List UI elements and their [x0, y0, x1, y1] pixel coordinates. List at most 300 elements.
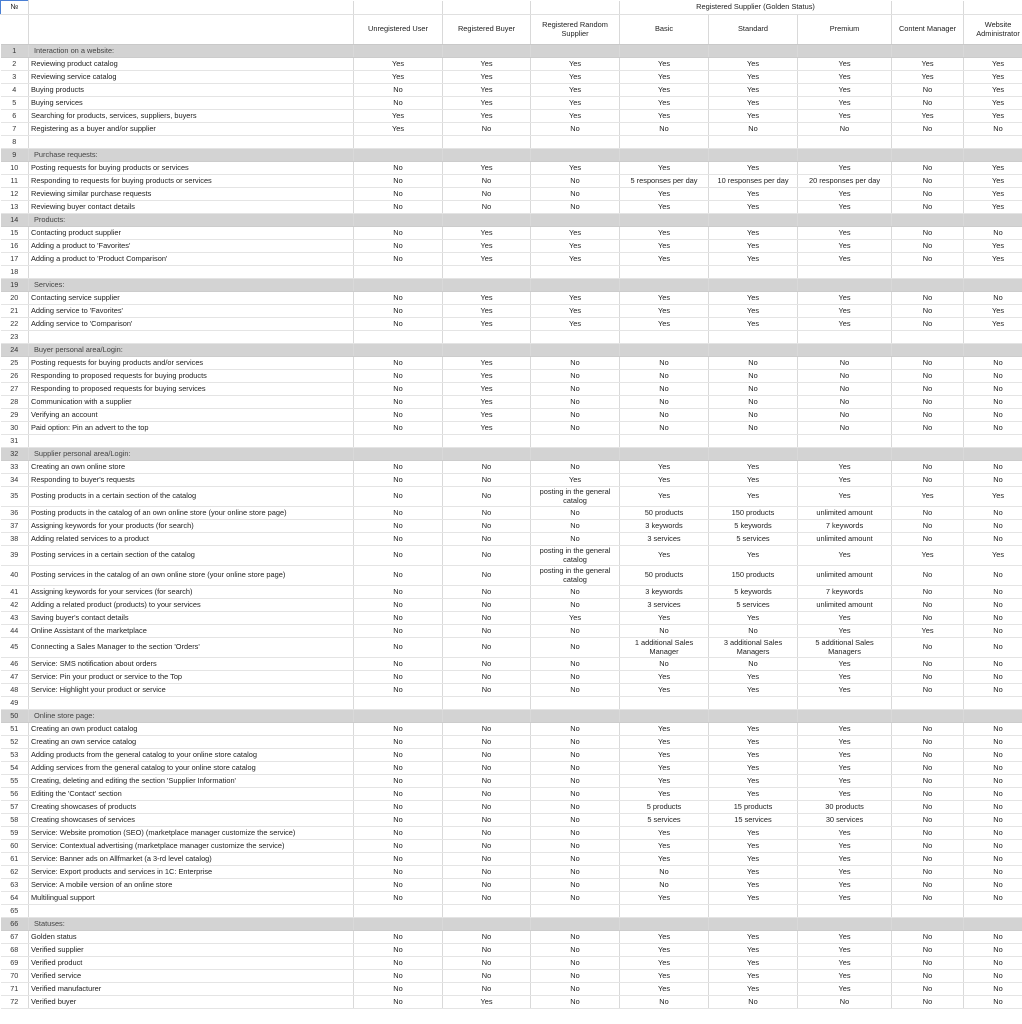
- cell-premium[interactable]: Yes: [798, 892, 892, 905]
- cell-registered-buyer[interactable]: No: [443, 879, 531, 892]
- row-number-cell[interactable]: 49: [1, 697, 29, 710]
- task-label-cell[interactable]: Verifying an account: [29, 409, 354, 422]
- cell-website-administrator[interactable]: No: [964, 814, 1022, 827]
- cell-premium[interactable]: Yes: [798, 97, 892, 110]
- cell-standard[interactable]: Yes: [709, 305, 798, 318]
- cell-unregistered-user[interactable]: No: [354, 566, 443, 586]
- cell-website-administrator[interactable]: No: [964, 422, 1022, 435]
- cell-premium[interactable]: unlimited amount: [798, 566, 892, 586]
- cell-website-administrator[interactable]: No: [964, 357, 1022, 370]
- cell-registered-buyer[interactable]: No: [443, 507, 531, 520]
- cell-basic[interactable]: [620, 697, 709, 710]
- cell-registered-random-supplier[interactable]: No: [531, 996, 620, 1009]
- cell-content-manager[interactable]: [892, 279, 964, 292]
- cell-registered-random-supplier[interactable]: Yes: [531, 292, 620, 305]
- cell-registered-buyer[interactable]: Yes: [443, 409, 531, 422]
- task-label-cell[interactable]: Posting requests for buying products and/or services: [29, 357, 354, 370]
- cell-unregistered-user[interactable]: No: [354, 520, 443, 533]
- cell-standard[interactable]: No: [709, 996, 798, 1009]
- cell-content-manager[interactable]: [892, 435, 964, 448]
- cell-content-manager[interactable]: No: [892, 801, 964, 814]
- task-label-cell[interactable]: Verified buyer: [29, 996, 354, 1009]
- cell-premium[interactable]: [798, 136, 892, 149]
- cell-registered-random-supplier[interactable]: No: [531, 892, 620, 905]
- cell-unregistered-user[interactable]: No: [354, 957, 443, 970]
- row-number-cell[interactable]: 72: [1, 996, 29, 1009]
- cell-unregistered-user[interactable]: No: [354, 801, 443, 814]
- cell-premium[interactable]: Yes: [798, 240, 892, 253]
- cell-content-manager[interactable]: No: [892, 658, 964, 671]
- cell-registered-random-supplier[interactable]: [531, 344, 620, 357]
- task-label-cell[interactable]: Posting services in the catalog of an own online store (your online store page): [29, 566, 354, 586]
- header-cell-unregistered-user[interactable]: Unregistered User: [354, 15, 443, 45]
- cell-content-manager[interactable]: No: [892, 396, 964, 409]
- cell-registered-random-supplier[interactable]: Yes: [531, 97, 620, 110]
- cell-basic[interactable]: No: [620, 370, 709, 383]
- cell-unregistered-user[interactable]: No: [354, 671, 443, 684]
- row-number-cell[interactable]: 55: [1, 775, 29, 788]
- cell-content-manager[interactable]: [892, 214, 964, 227]
- cell-unregistered-user[interactable]: No: [354, 370, 443, 383]
- selection-fill-handle[interactable]: [27, 13, 29, 15]
- task-label-cell[interactable]: Service: Contextual advertising (marketplace manager customize the service): [29, 840, 354, 853]
- header-cell-standard[interactable]: Standard: [709, 15, 798, 45]
- task-label-cell[interactable]: [29, 435, 354, 448]
- cell-unregistered-user[interactable]: No: [354, 827, 443, 840]
- cell-basic[interactable]: Yes: [620, 58, 709, 71]
- cell-registered-buyer[interactable]: No: [443, 970, 531, 983]
- cell-basic[interactable]: Yes: [620, 827, 709, 840]
- cell-registered-buyer[interactable]: [443, 149, 531, 162]
- row-number-cell[interactable]: 10: [1, 162, 29, 175]
- row-number-cell[interactable]: 48: [1, 684, 29, 697]
- cell-premium[interactable]: Yes: [798, 944, 892, 957]
- cell-registered-random-supplier[interactable]: No: [531, 422, 620, 435]
- row-number-cell[interactable]: 24: [1, 344, 29, 357]
- cell-content-manager[interactable]: No: [892, 866, 964, 879]
- cell-registered-buyer[interactable]: No: [443, 658, 531, 671]
- cell-basic[interactable]: [620, 905, 709, 918]
- cell-standard[interactable]: Yes: [709, 944, 798, 957]
- cell-content-manager[interactable]: No: [892, 175, 964, 188]
- cell-content-manager[interactable]: No: [892, 409, 964, 422]
- cell-registered-buyer[interactable]: No: [443, 957, 531, 970]
- task-label-cell[interactable]: Responding to requests for buying products or services: [29, 175, 354, 188]
- cell-registered-random-supplier[interactable]: No: [531, 370, 620, 383]
- cell-basic[interactable]: Yes: [620, 671, 709, 684]
- cell-registered-random-supplier[interactable]: No: [531, 409, 620, 422]
- section-title-cell[interactable]: Interaction on a website:: [29, 45, 354, 58]
- header-cell-website-administrator[interactable]: Website Administrator: [964, 15, 1022, 45]
- cell-premium[interactable]: No: [798, 123, 892, 136]
- cell-unregistered-user[interactable]: No: [354, 814, 443, 827]
- row-number-cell[interactable]: 15: [1, 227, 29, 240]
- task-label-cell[interactable]: Reviewing service catalog: [29, 71, 354, 84]
- cell-content-manager[interactable]: No: [892, 123, 964, 136]
- cell-registered-buyer[interactable]: Yes: [443, 84, 531, 97]
- cell-website-administrator[interactable]: [964, 279, 1022, 292]
- cell-standard[interactable]: Yes: [709, 487, 798, 507]
- cell-unregistered-user[interactable]: [354, 214, 443, 227]
- cell-registered-buyer[interactable]: Yes: [443, 370, 531, 383]
- task-label-cell[interactable]: Creating, deleting and editing the section 'Supplier Information': [29, 775, 354, 788]
- cell-basic[interactable]: 1 additional Sales Manager: [620, 638, 709, 658]
- cell-content-manager[interactable]: No: [892, 957, 964, 970]
- cell-website-administrator[interactable]: No: [964, 566, 1022, 586]
- cell-registered-buyer[interactable]: No: [443, 566, 531, 586]
- cell-unregistered-user[interactable]: No: [354, 723, 443, 736]
- cell-premium[interactable]: Yes: [798, 487, 892, 507]
- cell-premium[interactable]: 30 products: [798, 801, 892, 814]
- cell-content-manager[interactable]: No: [892, 684, 964, 697]
- cell-standard[interactable]: Yes: [709, 736, 798, 749]
- cell-registered-buyer[interactable]: No: [443, 533, 531, 546]
- task-label-cell[interactable]: Service: Banner ads on Allfmarket (a 3-rd level catalog): [29, 853, 354, 866]
- cell-standard[interactable]: Yes: [709, 612, 798, 625]
- cell-basic[interactable]: Yes: [620, 253, 709, 266]
- task-label-cell[interactable]: Adding a related product (products) to your services: [29, 599, 354, 612]
- row-number-cell[interactable]: 8: [1, 136, 29, 149]
- cell-website-administrator[interactable]: No: [964, 671, 1022, 684]
- task-label-cell[interactable]: Adding service to 'Comparison': [29, 318, 354, 331]
- cell-basic[interactable]: Yes: [620, 749, 709, 762]
- cell-content-manager[interactable]: No: [892, 983, 964, 996]
- cell-basic[interactable]: [620, 344, 709, 357]
- task-label-cell[interactable]: [29, 266, 354, 279]
- row-number-cell[interactable]: 36: [1, 507, 29, 520]
- task-label-cell[interactable]: Saving buyer's contact details: [29, 612, 354, 625]
- cell-unregistered-user[interactable]: No: [354, 749, 443, 762]
- cell-website-administrator[interactable]: Yes: [964, 97, 1022, 110]
- cell-basic[interactable]: [620, 710, 709, 723]
- row-number-cell[interactable]: 54: [1, 762, 29, 775]
- cell-registered-random-supplier[interactable]: No: [531, 723, 620, 736]
- cell-registered-buyer[interactable]: [443, 905, 531, 918]
- cell-registered-random-supplier[interactable]: No: [531, 599, 620, 612]
- cell-unregistered-user[interactable]: No: [354, 188, 443, 201]
- cell-website-administrator[interactable]: No: [964, 957, 1022, 970]
- cell-website-administrator[interactable]: No: [964, 970, 1022, 983]
- cell-unregistered-user[interactable]: No: [354, 546, 443, 566]
- cell-registered-random-supplier[interactable]: [531, 279, 620, 292]
- row-number-cell[interactable]: 68: [1, 944, 29, 957]
- cell-website-administrator[interactable]: No: [964, 879, 1022, 892]
- cell-standard[interactable]: Yes: [709, 879, 798, 892]
- cell-unregistered-user[interactable]: No: [354, 762, 443, 775]
- cell-registered-buyer[interactable]: No: [443, 736, 531, 749]
- cell-unregistered-user[interactable]: [354, 918, 443, 931]
- cell-standard[interactable]: [709, 435, 798, 448]
- cell-website-administrator[interactable]: No: [964, 625, 1022, 638]
- cell-content-manager[interactable]: No: [892, 638, 964, 658]
- cell-website-administrator[interactable]: [964, 344, 1022, 357]
- cell-content-manager[interactable]: No: [892, 162, 964, 175]
- cell-registered-buyer[interactable]: No: [443, 546, 531, 566]
- cell-premium[interactable]: No: [798, 357, 892, 370]
- row-number-cell[interactable]: 52: [1, 736, 29, 749]
- cell-registered-random-supplier[interactable]: No: [531, 507, 620, 520]
- cell-registered-buyer[interactable]: No: [443, 892, 531, 905]
- cell-standard[interactable]: No: [709, 396, 798, 409]
- cell-basic[interactable]: [620, 266, 709, 279]
- cell-website-administrator[interactable]: No: [964, 520, 1022, 533]
- cell-standard[interactable]: Yes: [709, 292, 798, 305]
- task-label-cell[interactable]: [29, 331, 354, 344]
- task-label-cell[interactable]: [29, 697, 354, 710]
- task-label-cell[interactable]: Responding to proposed requests for buying products: [29, 370, 354, 383]
- cell-website-administrator[interactable]: [964, 918, 1022, 931]
- cell-registered-buyer[interactable]: [443, 45, 531, 58]
- cell-content-manager[interactable]: No: [892, 827, 964, 840]
- cell-unregistered-user[interactable]: No: [354, 775, 443, 788]
- cell-registered-buyer[interactable]: No: [443, 827, 531, 840]
- cell-content-manager[interactable]: No: [892, 507, 964, 520]
- cell-basic[interactable]: Yes: [620, 546, 709, 566]
- cell-registered-buyer[interactable]: No: [443, 123, 531, 136]
- cell-unregistered-user[interactable]: [354, 266, 443, 279]
- cell-premium[interactable]: Yes: [798, 840, 892, 853]
- cell-content-manager[interactable]: No: [892, 383, 964, 396]
- cell-unregistered-user[interactable]: No: [354, 840, 443, 853]
- cell-registered-buyer[interactable]: [443, 918, 531, 931]
- cell-premium[interactable]: Yes: [798, 71, 892, 84]
- cell-unregistered-user[interactable]: Yes: [354, 58, 443, 71]
- row-number-cell[interactable]: 39: [1, 546, 29, 566]
- row-number-cell[interactable]: 11: [1, 175, 29, 188]
- cell-content-manager[interactable]: Yes: [892, 110, 964, 123]
- cell-premium[interactable]: Yes: [798, 188, 892, 201]
- cell-registered-random-supplier[interactable]: No: [531, 814, 620, 827]
- row-number-cell[interactable]: 33: [1, 461, 29, 474]
- cell-premium[interactable]: Yes: [798, 749, 892, 762]
- cell-content-manager[interactable]: Yes: [892, 487, 964, 507]
- cell-premium[interactable]: Yes: [798, 931, 892, 944]
- cell-registered-random-supplier[interactable]: No: [531, 533, 620, 546]
- cell-website-administrator[interactable]: No: [964, 684, 1022, 697]
- cell-registered-random-supplier[interactable]: No: [531, 853, 620, 866]
- row-number-cell[interactable]: 67: [1, 931, 29, 944]
- task-label-cell[interactable]: Multilingual support: [29, 892, 354, 905]
- cell-registered-random-supplier[interactable]: [531, 136, 620, 149]
- cell-unregistered-user[interactable]: [354, 905, 443, 918]
- cell-premium[interactable]: No: [798, 409, 892, 422]
- cell-unregistered-user[interactable]: No: [354, 461, 443, 474]
- row-number-cell[interactable]: 34: [1, 474, 29, 487]
- cell-premium[interactable]: [798, 697, 892, 710]
- cell-website-administrator[interactable]: Yes: [964, 58, 1022, 71]
- cell-standard[interactable]: [709, 45, 798, 58]
- cell-registered-buyer[interactable]: No: [443, 520, 531, 533]
- cell-website-administrator[interactable]: [964, 214, 1022, 227]
- cell-premium[interactable]: [798, 710, 892, 723]
- cell-content-manager[interactable]: No: [892, 566, 964, 586]
- cell-registered-buyer[interactable]: No: [443, 175, 531, 188]
- task-label-cell[interactable]: Adding a product to 'Product Comparison': [29, 253, 354, 266]
- cell-premium[interactable]: [798, 905, 892, 918]
- cell-basic[interactable]: [620, 435, 709, 448]
- cell-basic[interactable]: No: [620, 996, 709, 1009]
- cell-standard[interactable]: 5 services: [709, 599, 798, 612]
- cell-registered-random-supplier[interactable]: No: [531, 983, 620, 996]
- cell-premium[interactable]: Yes: [798, 305, 892, 318]
- row-number-cell[interactable]: 3: [1, 71, 29, 84]
- task-label-cell[interactable]: [29, 905, 354, 918]
- cell-premium[interactable]: Yes: [798, 110, 892, 123]
- cell-content-manager[interactable]: [892, 448, 964, 461]
- cell-website-administrator[interactable]: [964, 45, 1022, 58]
- cell-premium[interactable]: unlimited amount: [798, 507, 892, 520]
- cell-unregistered-user[interactable]: No: [354, 736, 443, 749]
- cell-premium[interactable]: Yes: [798, 866, 892, 879]
- cell-content-manager[interactable]: No: [892, 227, 964, 240]
- row-number-cell[interactable]: 21: [1, 305, 29, 318]
- cell-standard[interactable]: 10 responses per day: [709, 175, 798, 188]
- cell-content-manager[interactable]: No: [892, 188, 964, 201]
- cell-website-administrator[interactable]: Yes: [964, 175, 1022, 188]
- cell-unregistered-user[interactable]: No: [354, 684, 443, 697]
- cell-unregistered-user[interactable]: No: [354, 383, 443, 396]
- cell-content-manager[interactable]: [892, 710, 964, 723]
- cell-basic[interactable]: No: [620, 123, 709, 136]
- cell-basic[interactable]: [620, 136, 709, 149]
- cell-content-manager[interactable]: No: [892, 201, 964, 214]
- task-label-cell[interactable]: Reviewing buyer contact details: [29, 201, 354, 214]
- cell-unregistered-user[interactable]: No: [354, 507, 443, 520]
- task-label-cell[interactable]: Connecting a Sales Manager to the section 'Orders': [29, 638, 354, 658]
- cell-registered-random-supplier[interactable]: Yes: [531, 227, 620, 240]
- cell-standard[interactable]: 5 services: [709, 533, 798, 546]
- task-label-cell[interactable]: Buying services: [29, 97, 354, 110]
- cell-premium[interactable]: Yes: [798, 84, 892, 97]
- cell-basic[interactable]: Yes: [620, 853, 709, 866]
- cell-standard[interactable]: 150 products: [709, 566, 798, 586]
- cell-premium[interactable]: [798, 435, 892, 448]
- cell-premium[interactable]: [798, 918, 892, 931]
- cell-website-administrator[interactable]: [964, 697, 1022, 710]
- cell-standard[interactable]: Yes: [709, 866, 798, 879]
- cell-content-manager[interactable]: Yes: [892, 546, 964, 566]
- cell-standard[interactable]: No: [709, 370, 798, 383]
- row-number-cell[interactable]: 57: [1, 801, 29, 814]
- cell-basic[interactable]: 3 keywords: [620, 520, 709, 533]
- cell-registered-buyer[interactable]: No: [443, 944, 531, 957]
- cell-premium[interactable]: [798, 45, 892, 58]
- cell-standard[interactable]: [709, 905, 798, 918]
- cell-registered-random-supplier[interactable]: No: [531, 175, 620, 188]
- task-label-cell[interactable]: Paid option: Pin an advert to the top: [29, 422, 354, 435]
- cell-basic[interactable]: 3 services: [620, 599, 709, 612]
- cell-registered-buyer[interactable]: Yes: [443, 58, 531, 71]
- cell-unregistered-user[interactable]: Yes: [354, 110, 443, 123]
- cell-registered-buyer[interactable]: No: [443, 814, 531, 827]
- cell-standard[interactable]: Yes: [709, 240, 798, 253]
- row-number-cell[interactable]: 45: [1, 638, 29, 658]
- cell-registered-buyer[interactable]: No: [443, 853, 531, 866]
- cell-registered-random-supplier[interactable]: [531, 448, 620, 461]
- cell-registered-buyer[interactable]: No: [443, 487, 531, 507]
- row-number-cell[interactable]: 5: [1, 97, 29, 110]
- row-number-cell[interactable]: 44: [1, 625, 29, 638]
- row-number-cell[interactable]: 69: [1, 957, 29, 970]
- cell-registered-buyer[interactable]: No: [443, 749, 531, 762]
- cell-registered-random-supplier[interactable]: Yes: [531, 612, 620, 625]
- task-label-cell[interactable]: Contacting service supplier: [29, 292, 354, 305]
- cell-website-administrator[interactable]: Yes: [964, 487, 1022, 507]
- cell-unregistered-user[interactable]: No: [354, 409, 443, 422]
- cell-registered-random-supplier[interactable]: No: [531, 638, 620, 658]
- cell-standard[interactable]: Yes: [709, 227, 798, 240]
- cell-standard[interactable]: Yes: [709, 671, 798, 684]
- task-label-cell[interactable]: Assigning keywords for your services (for search): [29, 586, 354, 599]
- cell-premium[interactable]: Yes: [798, 162, 892, 175]
- cell-registered-buyer[interactable]: No: [443, 788, 531, 801]
- cell-unregistered-user[interactable]: No: [354, 357, 443, 370]
- row-number-cell[interactable]: 22: [1, 318, 29, 331]
- cell-basic[interactable]: 50 products: [620, 566, 709, 586]
- task-label-cell[interactable]: Verified service: [29, 970, 354, 983]
- cell-registered-random-supplier[interactable]: No: [531, 461, 620, 474]
- cell-premium[interactable]: 7 keywords: [798, 520, 892, 533]
- cell-basic[interactable]: Yes: [620, 318, 709, 331]
- cell-content-manager[interactable]: No: [892, 879, 964, 892]
- cell-content-manager[interactable]: [892, 918, 964, 931]
- cell-premium[interactable]: Yes: [798, 318, 892, 331]
- cell-registered-buyer[interactable]: No: [443, 801, 531, 814]
- cell-website-administrator[interactable]: [964, 710, 1022, 723]
- cell-premium[interactable]: Yes: [798, 853, 892, 866]
- cell-basic[interactable]: Yes: [620, 305, 709, 318]
- cell-unregistered-user[interactable]: No: [354, 625, 443, 638]
- cell-unregistered-user[interactable]: No: [354, 84, 443, 97]
- cell-basic[interactable]: Yes: [620, 487, 709, 507]
- cell-registered-random-supplier[interactable]: [531, 435, 620, 448]
- cell-premium[interactable]: No: [798, 370, 892, 383]
- cell-premium[interactable]: Yes: [798, 762, 892, 775]
- cell-registered-buyer[interactable]: No: [443, 638, 531, 658]
- cell-basic[interactable]: Yes: [620, 188, 709, 201]
- cell-website-administrator[interactable]: No: [964, 749, 1022, 762]
- cell-unregistered-user[interactable]: [354, 435, 443, 448]
- cell-unregistered-user[interactable]: No: [354, 227, 443, 240]
- cell-basic[interactable]: [620, 149, 709, 162]
- cell-basic[interactable]: Yes: [620, 931, 709, 944]
- cell-registered-random-supplier[interactable]: No: [531, 188, 620, 201]
- task-label-cell[interactable]: Creating an own service catalog: [29, 736, 354, 749]
- cell-registered-random-supplier[interactable]: [531, 149, 620, 162]
- cell-standard[interactable]: No: [709, 357, 798, 370]
- cell-standard[interactable]: [709, 448, 798, 461]
- cell-registered-buyer[interactable]: Yes: [443, 97, 531, 110]
- cell-premium[interactable]: No: [798, 383, 892, 396]
- cell-basic[interactable]: Yes: [620, 736, 709, 749]
- cell-premium[interactable]: Yes: [798, 684, 892, 697]
- cell-content-manager[interactable]: No: [892, 97, 964, 110]
- cell-unregistered-user[interactable]: [354, 331, 443, 344]
- section-title-cell[interactable]: Buyer personal area/Login:: [29, 344, 354, 357]
- cell-premium[interactable]: 30 services: [798, 814, 892, 827]
- cell-website-administrator[interactable]: Yes: [964, 305, 1022, 318]
- cell-content-manager[interactable]: No: [892, 814, 964, 827]
- task-label-cell[interactable]: Service: Pin your product or service to the Top: [29, 671, 354, 684]
- cell-website-administrator[interactable]: Yes: [964, 188, 1022, 201]
- cell-unregistered-user[interactable]: [354, 710, 443, 723]
- cell-unregistered-user[interactable]: No: [354, 253, 443, 266]
- cell-standard[interactable]: Yes: [709, 853, 798, 866]
- cell-content-manager[interactable]: No: [892, 723, 964, 736]
- cell-content-manager[interactable]: No: [892, 970, 964, 983]
- cell-registered-random-supplier[interactable]: Yes: [531, 305, 620, 318]
- cell-basic[interactable]: Yes: [620, 892, 709, 905]
